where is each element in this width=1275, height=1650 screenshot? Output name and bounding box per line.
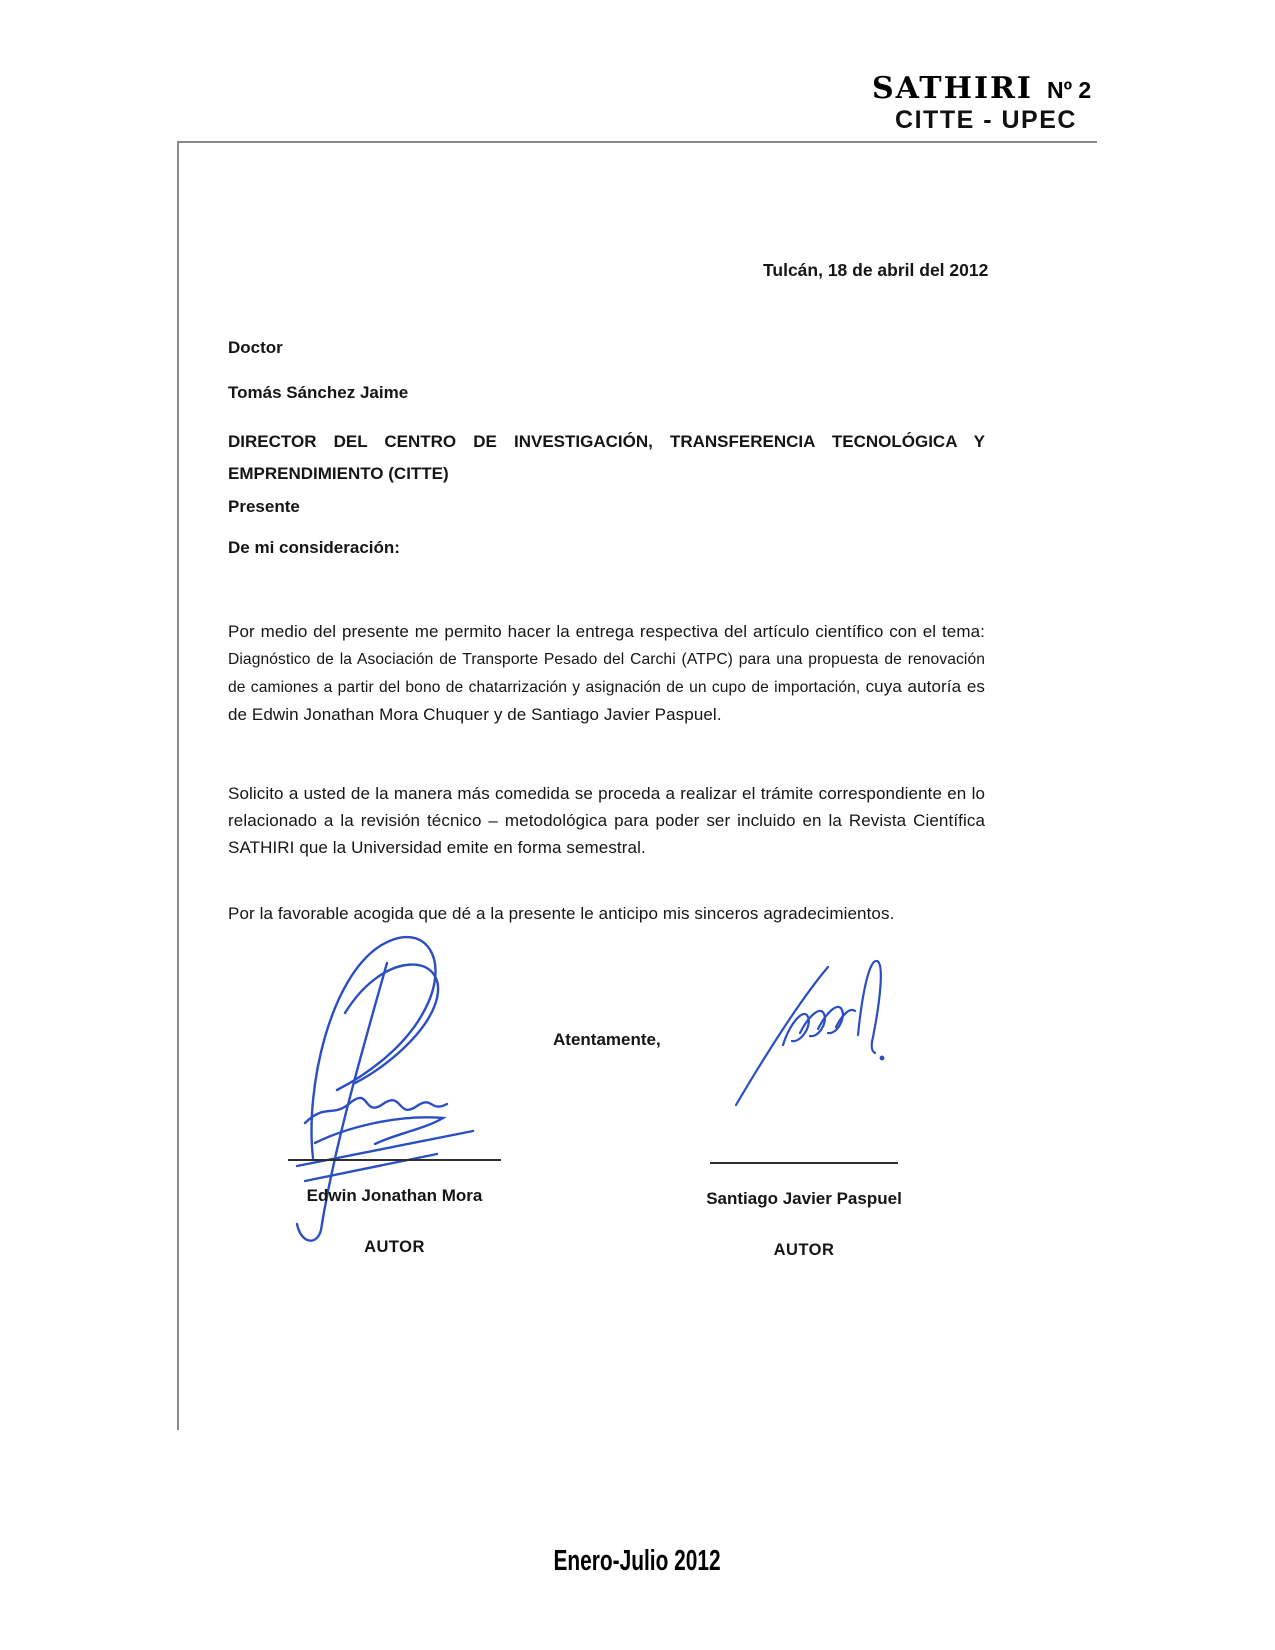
recipient-salutation: Doctor (228, 338, 283, 357)
signer-role-left: AUTOR (364, 1238, 425, 1256)
paragraph-1-lead: Por medio del presente me permito hacer la entrega respectiva del artículo científico con el tema: (228, 622, 985, 641)
paragraph-3: Por la favorable acogida que dé a la presente le anticipo mis sinceros agradecimientos. (228, 904, 895, 923)
recipient-presence: Presente (228, 497, 300, 516)
signer-name-left: Edwin Jonathan Mora (306, 1186, 483, 1205)
signature-santiago-javier-paspuel (728, 945, 908, 1115)
journal-subtitle: CITTE - UPEC (895, 106, 1077, 134)
recipient-title: DIRECTOR DEL CENTRO DE INVESTIGACIÓN, TRANSFERENCIA TECNOLÓGICA Y EMPRENDIMIENTO (CITTE) (228, 432, 985, 483)
signature-line-right (710, 1162, 898, 1164)
recipient-name: Tomás Sánchez Jaime (228, 383, 409, 402)
signer-name-right: Santiago Javier Paspuel (706, 1189, 902, 1208)
letter-closing: Atentamente, (553, 1030, 661, 1049)
letter-greeting: De mi consideración: (228, 538, 400, 557)
footer-issue-period: Enero-Julio 2012 (553, 1545, 722, 1577)
signer-role-right: AUTOR (773, 1241, 835, 1259)
page-footer (0, 1545, 1275, 1578)
letter-dateline: Tulcán, 18 de abril del 2012 (763, 260, 989, 280)
paragraph-2: Solicito a usted de la manera más comedida se proceda a realizar el trámite correspondiente en lo relacionado a la revisión técnico – metodológica para poder ser incluido en la Revista Científica SATHIRI que la Universidad emite en forma semestral. (228, 784, 985, 857)
article-title: Diagnóstico de la Asociación de Transporte Pesado del Carchi (ATPC) para una propuesta de renovación de camiones a partir del bono de chatarrización y asignación de un cupo de importación, (228, 651, 985, 696)
paragraph-1-tail: cuya autoría es de Edwin Jonathan Mora Chuquer y de Santiago Javier Paspuel. (228, 677, 985, 724)
journal-name: SATHIRI (872, 71, 1033, 106)
journal-issue-number: Nº 2 (1046, 77, 1092, 103)
paragraph-1 (228, 618, 985, 728)
journal-masthead (872, 72, 1100, 135)
signature-line-left (288, 1159, 501, 1161)
